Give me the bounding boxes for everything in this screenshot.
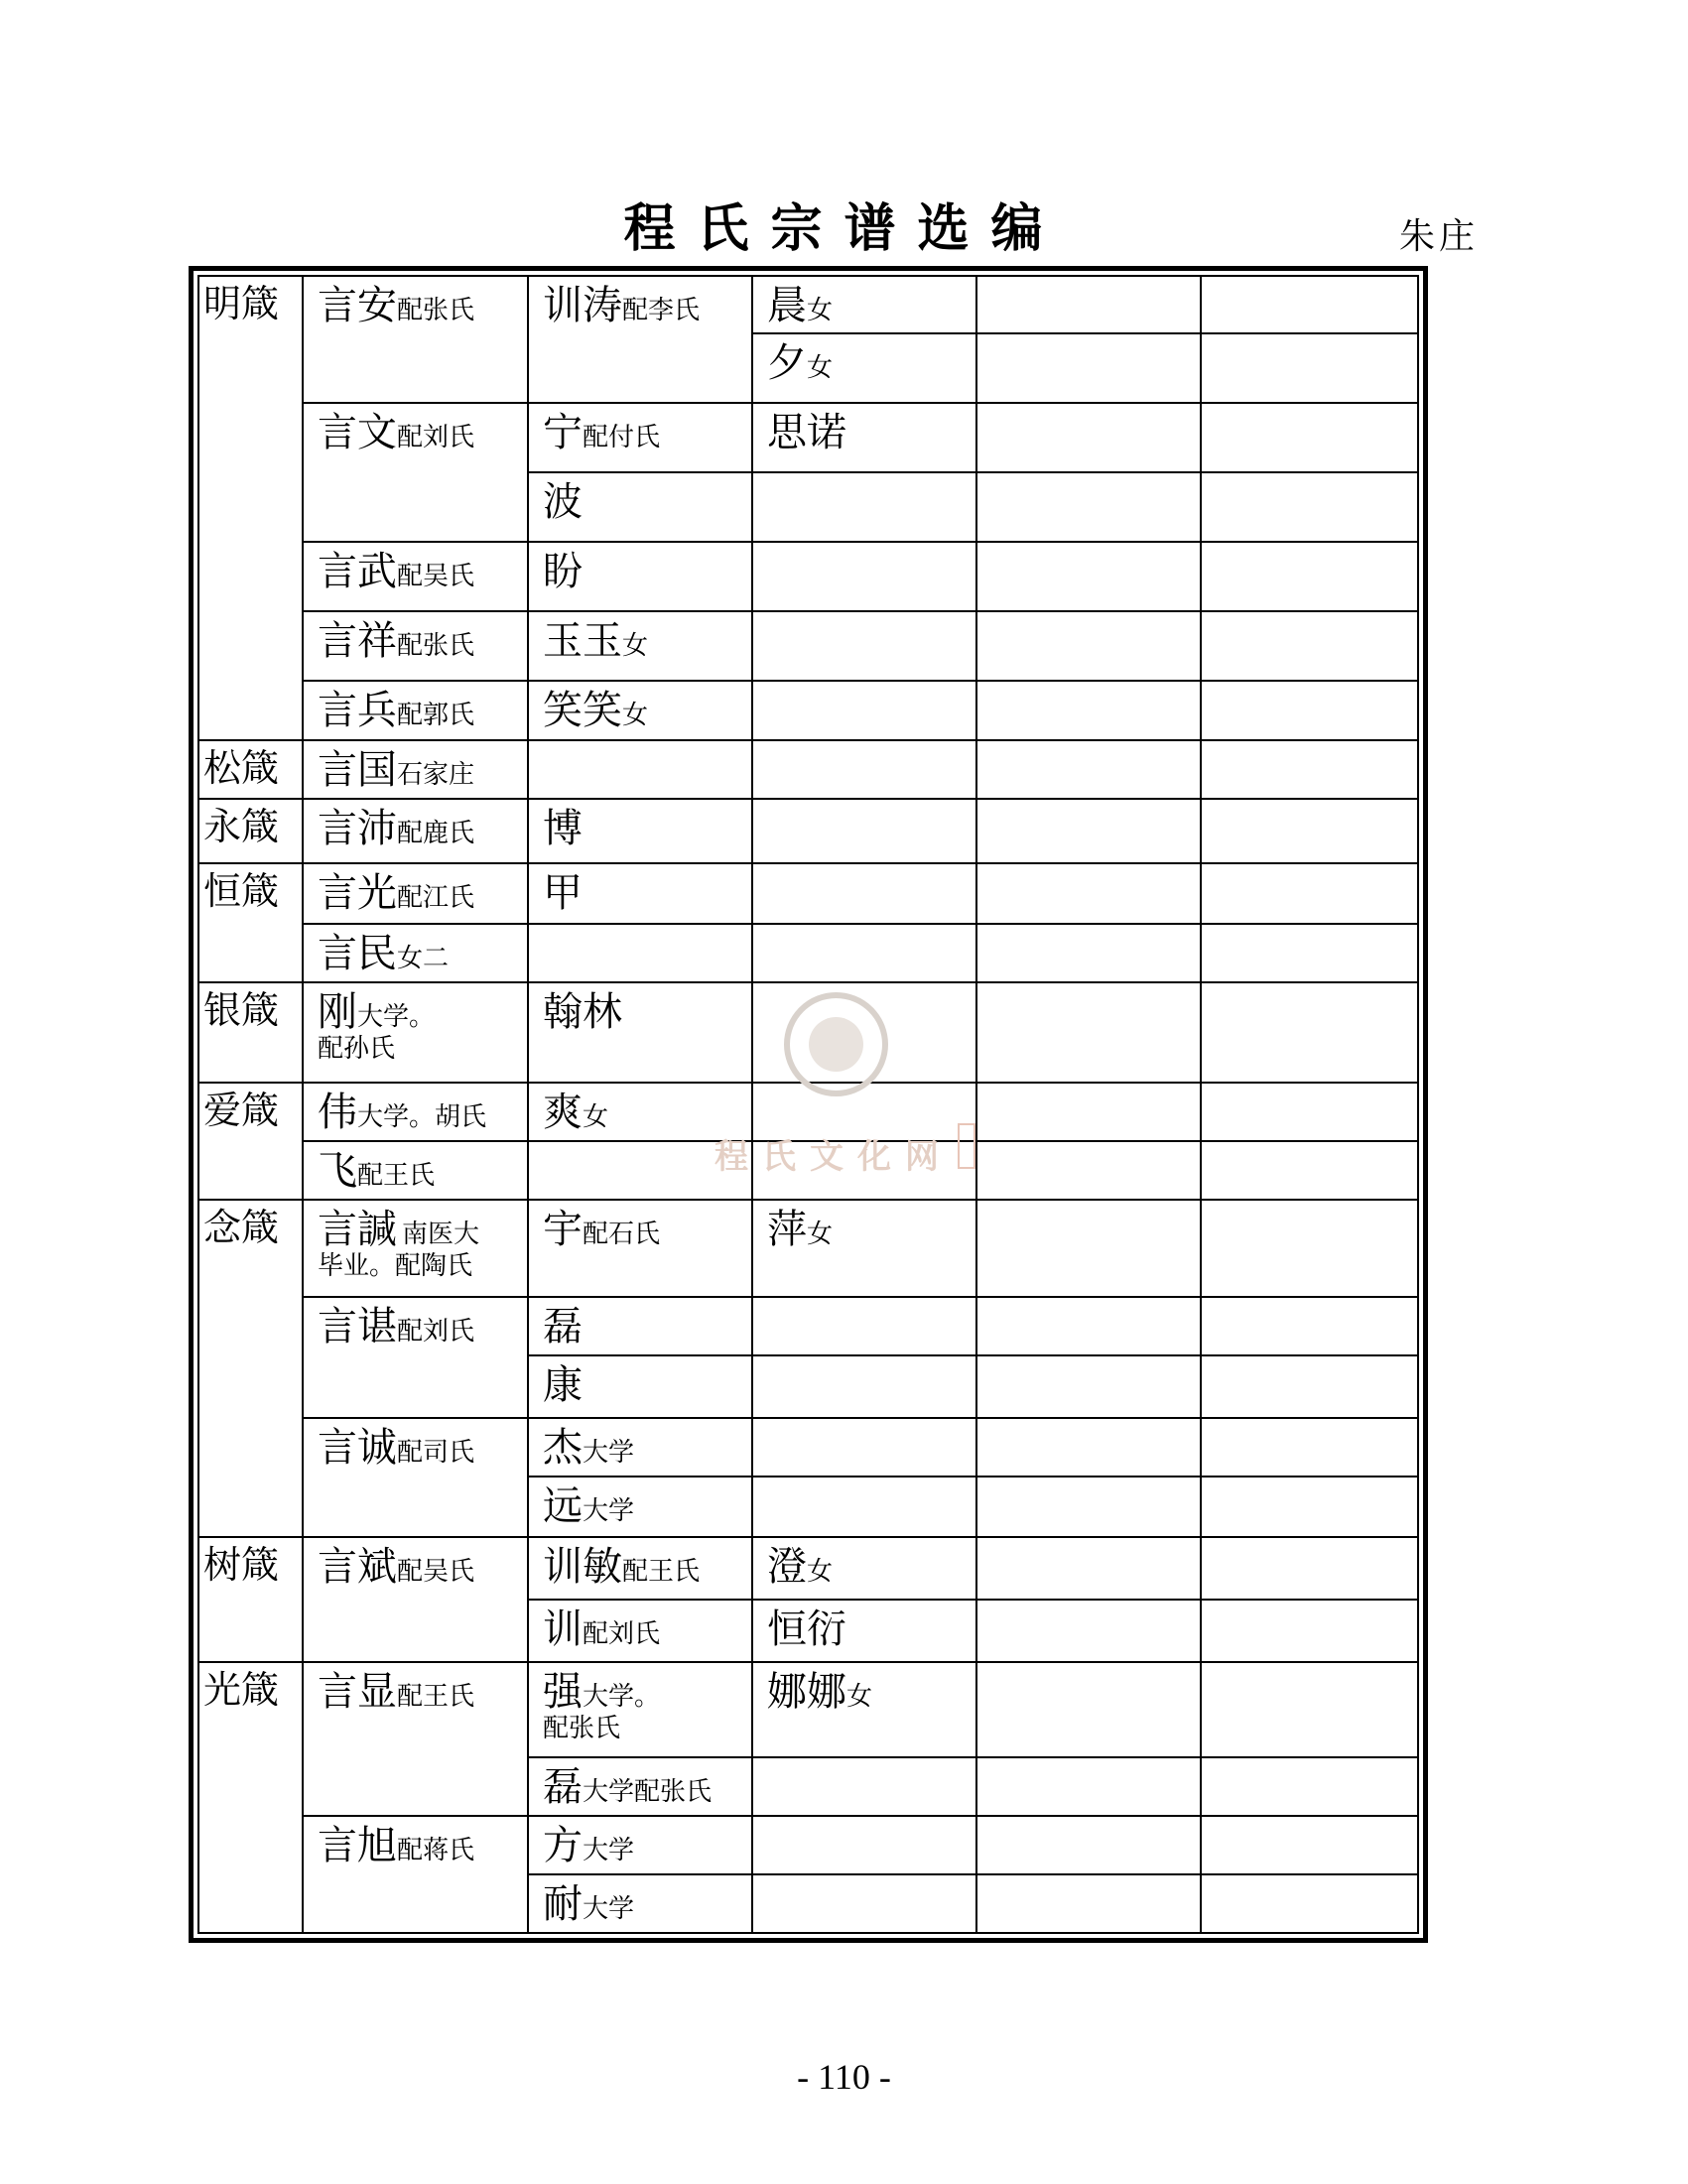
empty-cell (752, 982, 976, 1083)
member-cell: 爽女 (528, 1083, 752, 1141)
table-row (198, 1297, 1418, 1355)
empty-cell (1201, 611, 1418, 681)
empty-cell (1201, 1757, 1418, 1816)
member-cell: 言诚配司氏 (303, 1418, 528, 1537)
generation-cell: 恒箴 (198, 863, 303, 982)
empty-cell (976, 1874, 1201, 1933)
member-cell: 言兵配郭氏 (303, 681, 528, 739)
empty-cell (1201, 1874, 1418, 1933)
member-cell: 言文配刘氏 (303, 403, 528, 542)
empty-cell (976, 276, 1201, 333)
empty-cell (976, 1141, 1201, 1200)
page-title: 程氏宗谱选编 (623, 198, 1065, 259)
generation-cell: 永箴 (198, 799, 303, 863)
member-cell: 澄女 (752, 1537, 976, 1600)
empty-cell (976, 1757, 1201, 1816)
empty-cell (1201, 1600, 1418, 1662)
empty-cell (528, 924, 752, 982)
empty-cell (1201, 276, 1418, 333)
empty-cell (976, 1418, 1201, 1477)
empty-cell (976, 1355, 1201, 1418)
member-cell: 言安配张氏 (303, 276, 528, 403)
watermark-text: 程氏文化网 (714, 1137, 953, 1177)
empty-cell (752, 472, 976, 542)
empty-cell (976, 1200, 1201, 1297)
table-row (198, 740, 1418, 799)
member-cell: 方大学 (528, 1816, 752, 1874)
member-cell: 远大学 (528, 1477, 752, 1537)
empty-cell (752, 1418, 976, 1477)
empty-cell (976, 740, 1201, 799)
empty-cell (752, 681, 976, 739)
member-cell: 宇配石氏 (528, 1200, 752, 1297)
genealogy-table (197, 275, 1419, 1934)
empty-cell (976, 1600, 1201, 1662)
member-cell: 言谌配刘氏 (303, 1297, 528, 1418)
table-row (198, 1141, 1418, 1200)
member-cell: 训涛配李氏 (528, 276, 752, 403)
member-cell: 言武配吴氏 (303, 542, 528, 611)
empty-cell (976, 924, 1201, 982)
genealogy-table-frame (189, 266, 1428, 1943)
empty-cell (1201, 542, 1418, 611)
generation-cell: 松箴 (198, 740, 303, 799)
village-label: 朱庄 (1399, 216, 1480, 257)
empty-cell (1201, 863, 1418, 924)
member-cell: 宁配付氏 (528, 403, 752, 472)
member-cell: 晨女 (752, 276, 976, 333)
empty-cell (976, 611, 1201, 681)
member-cell: 笑笑女 (528, 681, 752, 739)
empty-cell (1201, 1141, 1418, 1200)
empty-cell (752, 1083, 976, 1141)
generation-cell: 银箴 (198, 982, 303, 1083)
empty-cell (1201, 1662, 1418, 1756)
empty-cell (1201, 1537, 1418, 1600)
table-row (198, 681, 1418, 739)
empty-cell (976, 1662, 1201, 1756)
empty-cell (752, 1297, 976, 1355)
member-cell: 言民女二 (303, 924, 528, 982)
empty-cell (976, 403, 1201, 472)
empty-cell (1201, 1816, 1418, 1874)
table-row (198, 1816, 1418, 1874)
empty-cell (752, 1874, 976, 1933)
member-cell: 玉玉女 (528, 611, 752, 681)
member-cell: 言显配王氏 (303, 1662, 528, 1815)
empty-cell (752, 1757, 976, 1816)
member-cell: 磊大学配张氏 (528, 1757, 752, 1816)
empty-cell (976, 1083, 1201, 1141)
empty-cell (976, 1477, 1201, 1537)
generation-cell: 爱箴 (198, 1083, 303, 1200)
empty-cell (1201, 1355, 1418, 1418)
member-cell: 甲 (528, 863, 752, 924)
member-cell: 刚大学。 配孙氏 (303, 982, 528, 1083)
table-row (198, 1200, 1418, 1297)
empty-cell (1201, 799, 1418, 863)
member-cell: 萍女 (752, 1200, 976, 1297)
empty-cell (976, 472, 1201, 542)
generation-cell: 树箴 (198, 1537, 303, 1662)
empty-cell (976, 1537, 1201, 1600)
empty-cell (976, 1297, 1201, 1355)
member-cell: 训配刘氏 (528, 1600, 752, 1662)
member-cell: 言諴 南医大 毕业。配陶氏 (303, 1200, 528, 1297)
empty-cell (976, 1816, 1201, 1874)
member-cell: 言国石家庄 (303, 740, 528, 799)
empty-cell (528, 1141, 752, 1200)
empty-cell (752, 1816, 976, 1874)
member-cell: 夕女 (752, 333, 976, 403)
table-row (198, 276, 1418, 333)
empty-cell (1201, 472, 1418, 542)
empty-cell (1201, 1297, 1418, 1355)
empty-cell (1201, 1477, 1418, 1537)
table-row (198, 403, 1418, 472)
empty-cell (976, 681, 1201, 739)
empty-cell (976, 863, 1201, 924)
member-cell: 训敏配王氏 (528, 1537, 752, 1600)
table-row (198, 863, 1418, 924)
table-row (198, 1083, 1418, 1141)
empty-cell (1201, 1418, 1418, 1477)
empty-cell (752, 1141, 976, 1200)
empty-cell (976, 333, 1201, 403)
member-cell: 言光配江氏 (303, 863, 528, 924)
member-cell: 言祥配张氏 (303, 611, 528, 681)
empty-cell (1201, 403, 1418, 472)
table-row (198, 1537, 1418, 1600)
empty-cell (752, 1355, 976, 1418)
table-row (198, 924, 1418, 982)
member-cell: 恒衍 (752, 1600, 976, 1662)
member-cell: 康 (528, 1355, 752, 1418)
empty-cell (1201, 681, 1418, 739)
empty-cell (1201, 1083, 1418, 1141)
member-cell: 磊 (528, 1297, 752, 1355)
empty-cell (976, 799, 1201, 863)
member-cell: 思诺 (752, 403, 976, 472)
member-cell: 波 (528, 472, 752, 542)
empty-cell (752, 799, 976, 863)
member-cell: 强大学。 配张氏 (528, 1662, 752, 1756)
member-cell: 伟大学。胡氏 (303, 1083, 528, 1141)
generation-cell: 念箴 (198, 1200, 303, 1537)
table-row (198, 982, 1418, 1083)
member-cell: 言沛配鹿氏 (303, 799, 528, 863)
member-cell: 杰大学 (528, 1418, 752, 1477)
empty-cell (976, 542, 1201, 611)
empty-cell (1201, 333, 1418, 403)
empty-cell (528, 740, 752, 799)
empty-cell (1201, 740, 1418, 799)
member-cell: 耐大学 (528, 1874, 752, 1933)
table-row (198, 1418, 1418, 1477)
table-row (198, 1662, 1418, 1756)
table-row (198, 799, 1418, 863)
table-row (198, 611, 1418, 681)
generation-cell: 明箴 (198, 276, 303, 740)
generation-cell: 光箴 (198, 1662, 303, 1933)
page-number: - 110 - (797, 2057, 891, 2097)
member-cell: 言旭配蒋氏 (303, 1816, 528, 1933)
empty-cell (752, 924, 976, 982)
table-row (198, 542, 1418, 611)
empty-cell (752, 740, 976, 799)
empty-cell (752, 1477, 976, 1537)
empty-cell (976, 982, 1201, 1083)
empty-cell (1201, 924, 1418, 982)
empty-cell (1201, 982, 1418, 1083)
member-cell: 言斌配吴氏 (303, 1537, 528, 1662)
empty-cell (1201, 1200, 1418, 1297)
member-cell: 娜娜女 (752, 1662, 976, 1756)
empty-cell (752, 863, 976, 924)
member-cell: 飞配王氏 (303, 1141, 528, 1200)
member-cell: 翰林 (528, 982, 752, 1083)
member-cell: 盼 (528, 542, 752, 611)
empty-cell (752, 542, 976, 611)
empty-cell (752, 611, 976, 681)
member-cell: 博 (528, 799, 752, 863)
